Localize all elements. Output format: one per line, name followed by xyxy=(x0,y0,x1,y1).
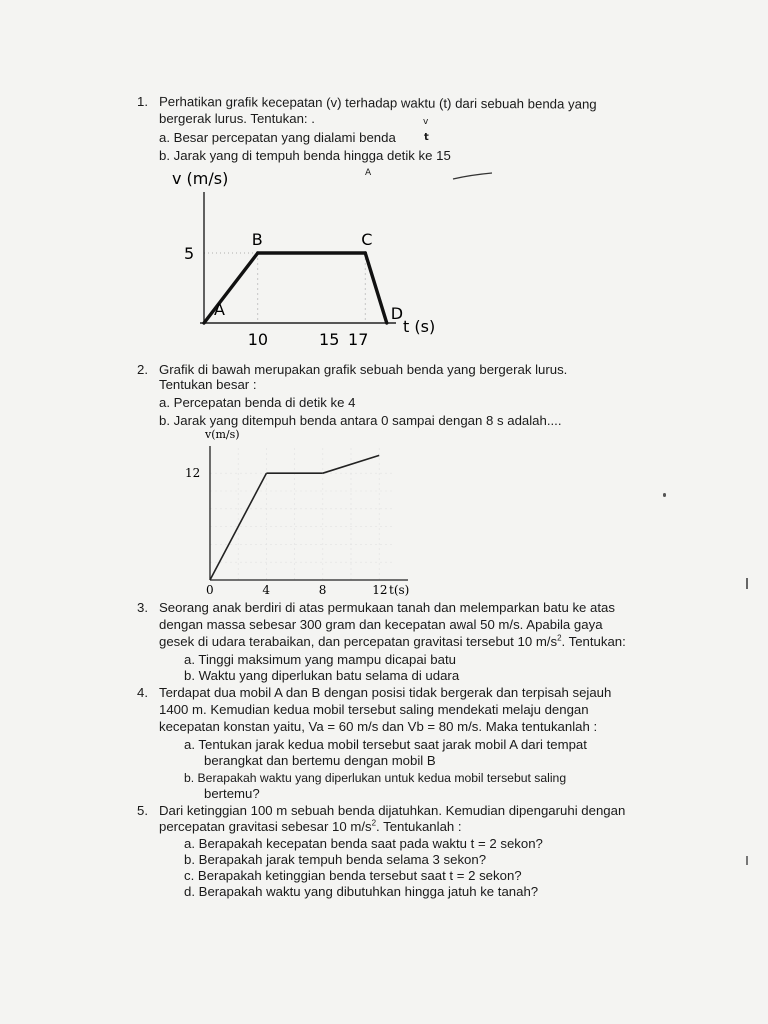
q4-line2: 1400 m. Kemudian kedua mobil tersebut saling mendekati melaju dengan xyxy=(159,702,589,717)
graph-1-segment-cd xyxy=(365,253,387,323)
q3-line2: dengan massa sebesar 300 gram dan kecepatan awal 50 m/s. Apabila gaya xyxy=(159,617,603,632)
graph-1-x-tick-17: 17 xyxy=(348,330,369,349)
graph-2-vt xyxy=(175,424,435,602)
graph-1-guides xyxy=(204,253,365,323)
scan-speck xyxy=(746,856,748,865)
q2-option-a: a. Percepatan benda di detik ke 4 xyxy=(159,395,356,410)
q4-line1: Terdapat dua mobil A dan B dengan posisi tidak bergerak dan terpisah sejauh xyxy=(159,685,612,700)
q2-number: 2. xyxy=(137,362,148,377)
graph-2-y-label: v(m/s) xyxy=(205,428,240,441)
graph-2-x-tick-12: 12 xyxy=(372,583,388,597)
graph-2-x-label: t(s) xyxy=(389,583,410,597)
q5-option-a: a. Berapakah kecepatan benda saat pada waktu t = 2 sekon? xyxy=(184,836,543,851)
q4-option-a-line2: berangkat dan bertemu dengan mobil B xyxy=(204,753,436,768)
q4-option-a-line1: a. Tentukan jarak kedua mobil tersebut saat jarak mobil A dari tempat xyxy=(184,737,587,752)
graph-2-y-tick-12: 12 xyxy=(185,466,201,481)
q2-option-b: b. Jarak yang ditempuh benda antara 0 sampai dengan 8 s adalah.... xyxy=(159,413,562,428)
scan-speck xyxy=(746,578,748,589)
graph-2-x-tick-0: 0 xyxy=(206,583,214,597)
graph-1-x-label: t (s) xyxy=(403,317,436,336)
graph-2-x-tick-4: 4 xyxy=(262,583,271,597)
q5-line1: Dari ketinggian 100 m sebuah benda dijatuhkan. Kemudian dipengaruhi dengan xyxy=(159,803,626,818)
q1-option-a: a. Besar percepatan yang dialami benda xyxy=(159,130,396,145)
q3-number: 3. xyxy=(137,600,148,615)
graph-1-point-d: D xyxy=(390,304,404,323)
q5-number: 5. xyxy=(137,803,148,818)
graph-1-y-tick: 5 xyxy=(184,244,195,263)
q5-option-c: c. Berapakah ketinggian benda tersebut saat t = 2 sekon? xyxy=(184,868,522,883)
graph-2-x-tick-8: 8 xyxy=(318,583,327,597)
scan-speck xyxy=(663,493,666,497)
q5-option-d: d. Berapakah waktu yang dibutuhkan hingga jatuh ke tanah? xyxy=(184,884,539,899)
q4-line3: kecepatan konstan yaitu, Va = 60 m/s dan Vb = 80 m/s. Maka tentukanlah : xyxy=(159,719,598,734)
handwritten-v: v xyxy=(423,117,429,127)
q5-option-b: b. Berapakah jarak tempuh benda selama 3 sekon? xyxy=(184,852,487,867)
q1-line1: Perhatikan grafik kecepatan (v) terhadap waktu (t) dari sebuah benda yang xyxy=(158,94,597,112)
graph-1-y-label: v (m/s) xyxy=(172,169,229,188)
q1-line2: bergerak lurus. Tentukan: . xyxy=(159,111,315,126)
q5-line2: percepatan gravitasi sebesar 10 $m/s^2$. Tentukanlah : xyxy=(159,818,462,834)
graph-1-vt xyxy=(160,160,460,355)
q4-option-b-line2: bertemu? xyxy=(204,786,260,801)
graph-1-x-tick-10: 10 xyxy=(247,330,269,349)
handwritten-a: A xyxy=(365,168,372,178)
q4-number: 4. xyxy=(137,685,148,700)
graph-2-faint-grid xyxy=(210,447,393,581)
q3-line1: Seorang anak berdiri di atas permukaan tanah dan melemparkan batu ke atas xyxy=(159,600,615,615)
q4-option-b-line1: b. Berapakah waktu yang diperlukan untuk kedua mobil tersebut saling xyxy=(184,771,567,785)
q2-line1: Grafik di bawah merupakan grafik sebuah benda yang bergerak lurus. xyxy=(159,362,568,377)
q3-line3: gesek di udara terabaikan, dan percepatan gravitasi tersebut 10 $m/s^2$. Tentukan: xyxy=(159,633,626,649)
q1-number: 1. xyxy=(137,94,148,109)
graph-1-point-a: A xyxy=(214,300,225,319)
q2-line2: Tentukan besar : xyxy=(159,377,257,392)
graph-1-segment-ab xyxy=(204,253,258,323)
q3-option-b: b. Waktu yang diperlukan batu selama di udara xyxy=(184,668,460,683)
q3-option-a: a. Tinggi maksimum yang mampu dicapai batu xyxy=(184,652,456,667)
q1-option-b: b. Jarak yang di tempuh benda hingga detik ke 15 xyxy=(159,148,451,163)
graph-1-point-c: C xyxy=(361,230,373,249)
graph-1-point-b: B xyxy=(251,230,263,249)
graph-1-x-tick-15: 15 xyxy=(319,330,340,349)
handwritten-t: t xyxy=(424,132,429,143)
